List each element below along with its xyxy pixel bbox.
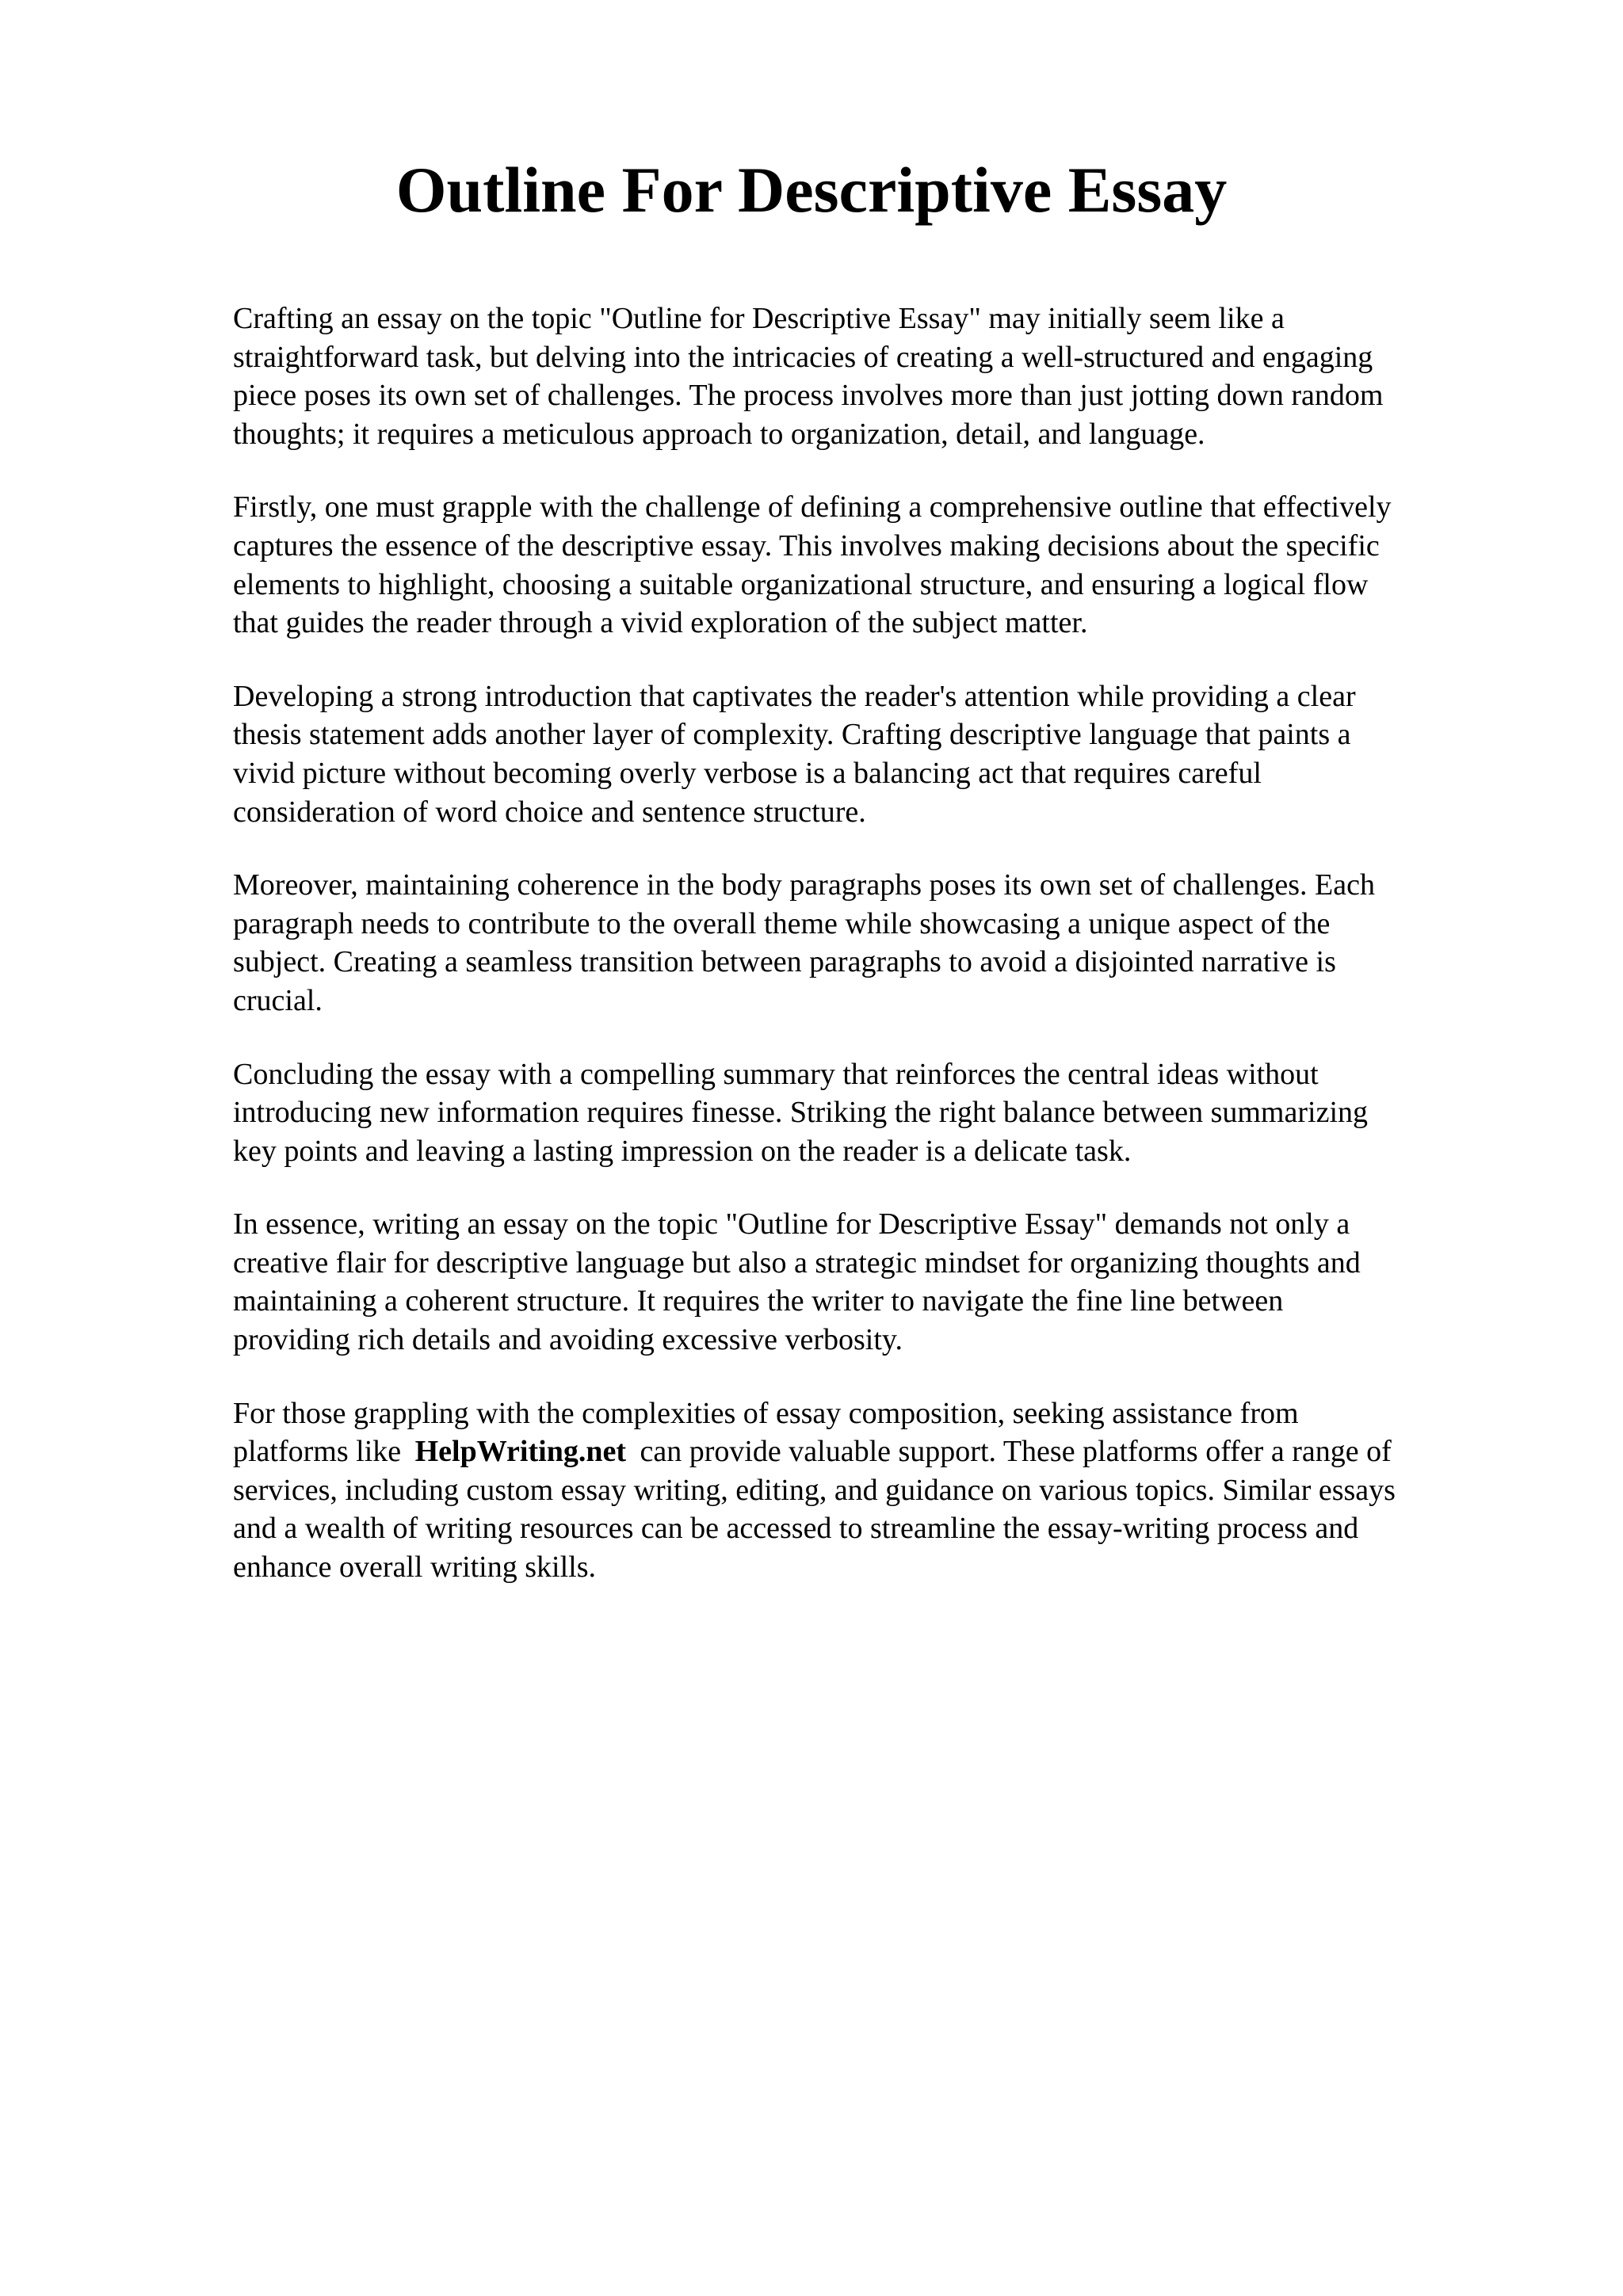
paragraph-2: [233, 488, 1517, 642]
paragraph-5: [233, 1055, 1517, 1171]
paragraph-line: [233, 1432, 1517, 1471]
paragraph-line: and a wealth of writing resources can be accessed to streamline the essay-writing process and: [233, 1512, 1359, 1546]
paragraph-line: straightforward task, but delving into the intricacies of creating a well-structured and engaging: [233, 340, 1373, 374]
document-title: Outline For Descriptive Essay: [395, 154, 1228, 226]
paragraph-line: Developing a strong introduction that captivates the reader's attention while providing a clear: [233, 679, 1356, 713]
inline-text: can provide valuable support. These platforms offer a range of: [640, 1435, 1392, 1469]
paragraph-7: [233, 1394, 1517, 1587]
paragraph-6: [233, 1205, 1517, 1359]
paragraph-line: paragraph needs to contribute to the overall theme while showcasing a unique aspect of the: [233, 906, 1331, 940]
helpwriting-brand-name: HelpWriting.net: [414, 1435, 626, 1469]
paragraph-line: maintaining a coherent structure. It requires the writer to navigate the fine line between: [233, 1284, 1284, 1318]
paragraph-3: [233, 677, 1517, 831]
paragraph-line: key points and leaving a lasting impression on the reader is a delicate task.: [233, 1134, 1132, 1168]
paragraph-line: crucial.: [233, 983, 323, 1017]
paragraph-line: enhance overall writing skills.: [233, 1550, 596, 1585]
document-body: [233, 299, 1517, 1622]
paragraph-4: [233, 866, 1517, 1020]
paragraph-line: subject. Creating a seamless transition between paragraphs to avoid a disjointed narrative is: [233, 945, 1336, 979]
paragraph-line: piece poses its own set of challenges. The process involves more than just jotting down random: [233, 379, 1384, 413]
paragraph-1: [233, 299, 1517, 453]
paragraph-line: thoughts; it requires a meticulous approach to organization, detail, and language.: [233, 417, 1205, 451]
inline-text: platforms like: [233, 1435, 402, 1469]
paragraph-line: introducing new information requires finesse. Striking the right balance between summarizing: [233, 1096, 1368, 1130]
paragraph-line: thesis statement adds another layer of complexity. Crafting descriptive language that paints a: [233, 718, 1351, 752]
paragraph-line: For those grappling with the complexities of essay composition, seeking assistance from: [233, 1396, 1299, 1430]
paragraph-line: providing rich details and avoiding excessive verbosity.: [233, 1323, 903, 1357]
paragraph-line: Moreover, maintaining coherence in the body paragraphs poses its own set of challenges. Each: [233, 868, 1375, 902]
paragraph-line: that guides the reader through a vivid exploration of the subject matter.: [233, 606, 1088, 640]
paragraph-line: creative flair for descriptive language but also a strategic mindset for organizing thoughts and: [233, 1245, 1361, 1280]
paragraph-line: consideration of word choice and sentence structure.: [233, 795, 866, 829]
paragraph-line: Concluding the essay with a compelling summary that reinforces the central ideas without: [233, 1057, 1319, 1091]
paragraph-line: Firstly, one must grapple with the challenge of defining a comprehensive outline that effectively: [233, 490, 1392, 524]
paragraph-line: In essence, writing an essay on the topic "Outline for Descriptive Essay" demands not only a: [233, 1207, 1350, 1241]
paragraph-line: captures the essence of the descriptive essay. This involves making decisions about the specific: [233, 528, 1380, 563]
paragraph-line: elements to highlight, choosing a suitable organizational structure, and ensuring a logical flow: [233, 567, 1369, 601]
paragraph-line: vivid picture without becoming overly verbose is a balancing act that requires careful: [233, 756, 1262, 790]
paragraph-line: Crafting an essay on the topic "Outline for Descriptive Essay" may initially seem like a: [233, 302, 1285, 335]
paragraph-line: services, including custom essay writing, editing, and guidance on various topics. Similar essays: [233, 1473, 1396, 1507]
